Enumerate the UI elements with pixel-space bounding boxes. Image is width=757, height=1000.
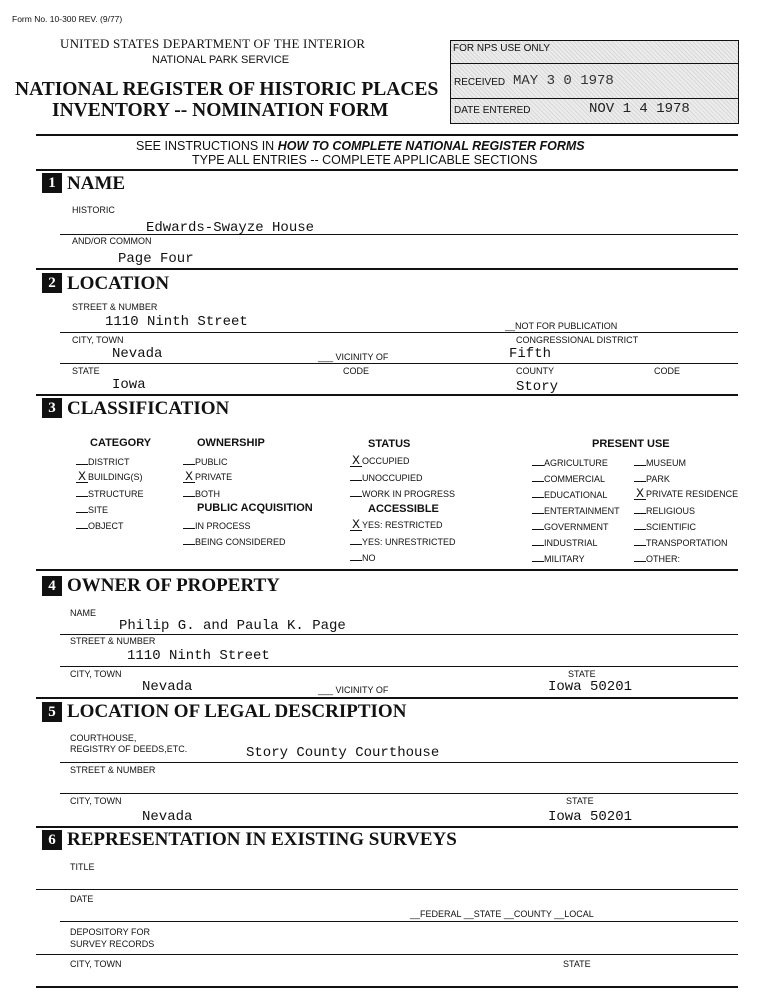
checkbox-mark[interactable] bbox=[532, 521, 544, 530]
common-label: AND/OR COMMON bbox=[72, 236, 152, 246]
historic-value: Edwards-Swayze House bbox=[146, 220, 315, 236]
legal-state-label: STATE bbox=[566, 796, 594, 806]
present-use-heading: PRESENT USE bbox=[592, 438, 670, 450]
legal-street-label: STREET & NUMBER bbox=[70, 765, 156, 775]
checkbox-item[interactable] bbox=[350, 453, 410, 468]
common-value: Page Four bbox=[118, 251, 194, 267]
section-3-number: 3 bbox=[42, 398, 62, 418]
city-label: CITY, TOWN bbox=[72, 335, 124, 345]
checkbox-mark[interactable] bbox=[532, 553, 544, 562]
checkbox-item[interactable] bbox=[183, 536, 286, 547]
checkbox-item[interactable] bbox=[76, 456, 130, 467]
checkbox-label: RELIGIOUS bbox=[646, 506, 696, 516]
checkbox-item[interactable] bbox=[350, 536, 456, 547]
section-5-title: LOCATION OF LEGAL DESCRIPTION bbox=[67, 701, 407, 722]
checkbox-item[interactable] bbox=[350, 517, 443, 532]
checkbox-label: IN PROCESS bbox=[195, 521, 251, 531]
form-number: Form No. 10-300 REV. (9/77) bbox=[12, 14, 123, 24]
checkbox-mark[interactable] bbox=[350, 536, 362, 545]
checkbox-item[interactable] bbox=[634, 537, 728, 548]
checkbox-item[interactable] bbox=[532, 489, 607, 500]
county-label: COUNTY bbox=[516, 366, 554, 376]
section-2-title: LOCATION bbox=[67, 273, 170, 294]
checkbox-label: GOVERNMENT bbox=[544, 522, 609, 532]
section-2-number: 2 bbox=[42, 273, 62, 293]
owner-street-label: STREET & NUMBER bbox=[70, 636, 156, 646]
checkbox-item[interactable] bbox=[532, 473, 605, 484]
section-4-title: OWNER OF PROPERTY bbox=[67, 575, 280, 596]
owner-city-value: Nevada bbox=[142, 679, 193, 695]
checkbox-label: PRIVATE RESIDENCE bbox=[646, 489, 739, 499]
checkbox-mark[interactable] bbox=[634, 521, 646, 530]
form-title-line1: NATIONAL REGISTER OF HISTORIC PLACES bbox=[15, 79, 439, 100]
checkbox-mark[interactable] bbox=[634, 473, 646, 482]
courthouse-label-line1: COURTHOUSE, bbox=[70, 733, 137, 743]
checkbox-mark[interactable] bbox=[183, 536, 195, 545]
checkbox-mark[interactable] bbox=[532, 489, 544, 498]
state-value: Iowa bbox=[112, 377, 146, 393]
city-value: Nevada bbox=[112, 346, 163, 362]
checkbox-label: BEING CONSIDERED bbox=[195, 537, 286, 547]
courthouse-value: Story County Courthouse bbox=[246, 745, 440, 761]
checkbox-mark[interactable] bbox=[532, 505, 544, 514]
checkbox-mark[interactable] bbox=[532, 537, 544, 546]
checkbox-label: YES: UNRESTRICTED bbox=[362, 537, 456, 547]
checkbox-item[interactable] bbox=[183, 520, 251, 531]
section-1-title: NAME bbox=[67, 173, 126, 194]
section-1-number: 1 bbox=[42, 173, 62, 193]
checkbox-label: PRIVATE bbox=[195, 472, 233, 482]
checkbox-mark[interactable]: X bbox=[76, 474, 88, 483]
checkbox-label: SCIENTIFIC bbox=[646, 522, 697, 532]
checkbox-item[interactable] bbox=[634, 486, 739, 501]
checkbox-mark[interactable] bbox=[532, 457, 544, 466]
checkbox-label: BUILDING(S) bbox=[88, 472, 143, 482]
checkbox-mark[interactable] bbox=[76, 456, 88, 465]
county-code-label: CODE bbox=[654, 366, 681, 376]
checkbox-mark[interactable] bbox=[634, 537, 646, 546]
checkbox-mark[interactable] bbox=[350, 488, 362, 497]
county-value: Story bbox=[516, 379, 559, 395]
checkbox-label: BOTH bbox=[195, 489, 221, 499]
date-entered-stamp: NOV 1 4 1978 bbox=[589, 101, 690, 117]
instructions-line2: TYPE ALL ENTRIES -- COMPLETE APPLICABLE SECTIONS bbox=[192, 153, 538, 167]
owner-state-value: Iowa 50201 bbox=[548, 679, 633, 695]
historic-label: HISTORIC bbox=[72, 205, 115, 215]
checkbox-item[interactable] bbox=[350, 472, 423, 483]
checkbox-item[interactable] bbox=[532, 553, 585, 564]
checkbox-label: TRANSPORTATION bbox=[646, 538, 728, 548]
checkbox-mark[interactable] bbox=[634, 505, 646, 514]
checkbox-item[interactable] bbox=[76, 504, 108, 515]
nps-box-label: FOR NPS USE ONLY bbox=[453, 43, 551, 54]
checkbox-label: SITE bbox=[88, 505, 109, 515]
checkbox-label: AGRICULTURE bbox=[544, 458, 608, 468]
checkbox-mark[interactable] bbox=[350, 552, 362, 561]
not-for-publication: __NOT FOR PUBLICATION bbox=[505, 321, 618, 331]
legal-city-label: CITY, TOWN bbox=[70, 796, 122, 806]
checkbox-label: OBJECT bbox=[88, 521, 124, 531]
received-label: RECEIVED bbox=[454, 77, 506, 88]
category-heading: CATEGORY bbox=[90, 437, 152, 449]
ownership-heading: OWNERSHIP bbox=[197, 437, 265, 449]
checkbox-label: UNOCCUPIED bbox=[362, 473, 423, 483]
form-title-line2: INVENTORY -- NOMINATION FORM bbox=[52, 100, 389, 121]
street-value: 1110 Ninth Street bbox=[105, 314, 248, 330]
checkbox-label: MILITARY bbox=[544, 554, 585, 564]
code-label: CODE bbox=[343, 366, 370, 376]
checkbox-label: OCCUPIED bbox=[362, 456, 410, 466]
checkbox-label: EDUCATIONAL bbox=[544, 490, 608, 500]
survey-levels: __FEDERAL __STATE __COUNTY __LOCAL bbox=[410, 909, 594, 919]
depository-label-line2: SURVEY RECORDS bbox=[70, 939, 155, 949]
checkbox-item[interactable] bbox=[183, 488, 220, 499]
checkbox-item[interactable] bbox=[532, 457, 608, 468]
survey-city-label: CITY, TOWN bbox=[70, 959, 122, 969]
received-stamp: MAY 3 0 1978 bbox=[513, 73, 614, 89]
section-3-title: CLASSIFICATION bbox=[67, 398, 230, 419]
service-name: NATIONAL PARK SERVICE bbox=[152, 54, 290, 66]
street-label: STREET & NUMBER bbox=[72, 302, 158, 312]
checkbox-mark[interactable]: X bbox=[350, 458, 362, 467]
date-entered-label: DATE ENTERED bbox=[454, 105, 531, 116]
section-5-number: 5 bbox=[42, 702, 62, 722]
checkbox-mark[interactable] bbox=[634, 457, 646, 466]
checkbox-item[interactable] bbox=[350, 552, 376, 563]
section-6-title: REPRESENTATION IN EXISTING SURVEYS bbox=[67, 829, 457, 850]
checkbox-label: PUBLIC bbox=[195, 457, 228, 467]
survey-date-label: DATE bbox=[70, 894, 94, 904]
legal-state-value: Iowa 50201 bbox=[548, 809, 633, 825]
checkbox-mark[interactable] bbox=[634, 553, 646, 562]
public-acquisition-heading: PUBLIC ACQUISITION bbox=[197, 502, 313, 514]
congressional-district-value: Fifth bbox=[509, 346, 552, 362]
status-heading: STATUS bbox=[368, 438, 411, 450]
checkbox-label: PARK bbox=[646, 474, 670, 484]
checkbox-item[interactable] bbox=[76, 488, 144, 499]
depository-label-line1: DEPOSITORY FOR bbox=[70, 927, 151, 937]
survey-title-label: TITLE bbox=[70, 862, 95, 872]
instructions-line1: SEE INSTRUCTIONS IN HOW TO COMPLETE NATIONAL REGISTER FORMS bbox=[136, 139, 585, 153]
courthouse-label-line2: REGISTRY OF DEEDS,ETC. bbox=[70, 744, 188, 754]
checkbox-mark[interactable] bbox=[183, 488, 195, 497]
checkbox-item[interactable] bbox=[532, 505, 620, 516]
vicinity-label: ___ VICINITY OF bbox=[318, 352, 389, 362]
checkbox-item[interactable] bbox=[76, 520, 124, 531]
checkbox-mark[interactable] bbox=[183, 456, 195, 465]
checkbox-label: YES: RESTRICTED bbox=[362, 520, 443, 530]
checkbox-label: NO bbox=[362, 553, 376, 563]
state-label: STATE bbox=[72, 366, 100, 376]
checkbox-mark[interactable]: X bbox=[350, 522, 362, 531]
checkbox-item[interactable] bbox=[183, 469, 233, 484]
checkbox-mark[interactable]: X bbox=[634, 491, 646, 500]
checkbox-item[interactable] bbox=[634, 553, 680, 564]
checkbox-item[interactable] bbox=[532, 537, 598, 548]
checkbox-mark[interactable] bbox=[76, 520, 88, 529]
owner-street-value: 1110 Ninth Street bbox=[127, 648, 270, 664]
department-name: UNITED STATES DEPARTMENT OF THE INTERIOR bbox=[60, 36, 366, 51]
checkbox-mark[interactable] bbox=[183, 520, 195, 529]
checkbox-label: WORK IN PROGRESS bbox=[362, 489, 456, 499]
checkbox-label: ENTERTAINMENT bbox=[544, 506, 620, 516]
checkbox-item[interactable] bbox=[634, 473, 670, 484]
checkbox-label: COMMERCIAL bbox=[544, 474, 606, 484]
checkbox-label: DISTRICT bbox=[88, 457, 130, 467]
congressional-district-label: CONGRESSIONAL DISTRICT bbox=[516, 335, 639, 345]
checkbox-item[interactable] bbox=[634, 521, 696, 532]
checkbox-mark[interactable] bbox=[76, 504, 88, 513]
checkbox-item[interactable] bbox=[634, 457, 686, 468]
checkbox-label: INDUSTRIAL bbox=[544, 538, 598, 548]
survey-state-label: STATE bbox=[563, 959, 591, 969]
accessible-heading: ACCESSIBLE bbox=[368, 503, 439, 515]
checkbox-mark[interactable] bbox=[76, 488, 88, 497]
nps-use-box bbox=[450, 40, 739, 124]
checkbox-label: MUSEUM bbox=[646, 458, 686, 468]
section-4-number: 4 bbox=[42, 576, 62, 596]
checkbox-item[interactable] bbox=[532, 521, 609, 532]
checkbox-mark[interactable] bbox=[532, 473, 544, 482]
owner-name-value: Philip G. and Paula K. Page bbox=[119, 618, 346, 634]
owner-name-label: NAME bbox=[70, 608, 97, 618]
owner-vicinity-label: ___ VICINITY OF bbox=[318, 685, 389, 695]
checkbox-item[interactable] bbox=[183, 456, 228, 467]
checkbox-label: STRUCTURE bbox=[88, 489, 144, 499]
checkbox-item[interactable] bbox=[634, 505, 695, 516]
checkbox-mark[interactable]: X bbox=[183, 474, 195, 483]
checkbox-item[interactable] bbox=[350, 488, 455, 499]
checkbox-mark[interactable] bbox=[350, 472, 362, 481]
legal-city-value: Nevada bbox=[142, 809, 193, 825]
checkbox-item[interactable] bbox=[76, 469, 143, 484]
owner-state-label: STATE bbox=[568, 669, 596, 679]
section-6-number: 6 bbox=[42, 830, 62, 850]
checkbox-label: OTHER: bbox=[646, 554, 681, 564]
owner-city-label: CITY, TOWN bbox=[70, 669, 122, 679]
